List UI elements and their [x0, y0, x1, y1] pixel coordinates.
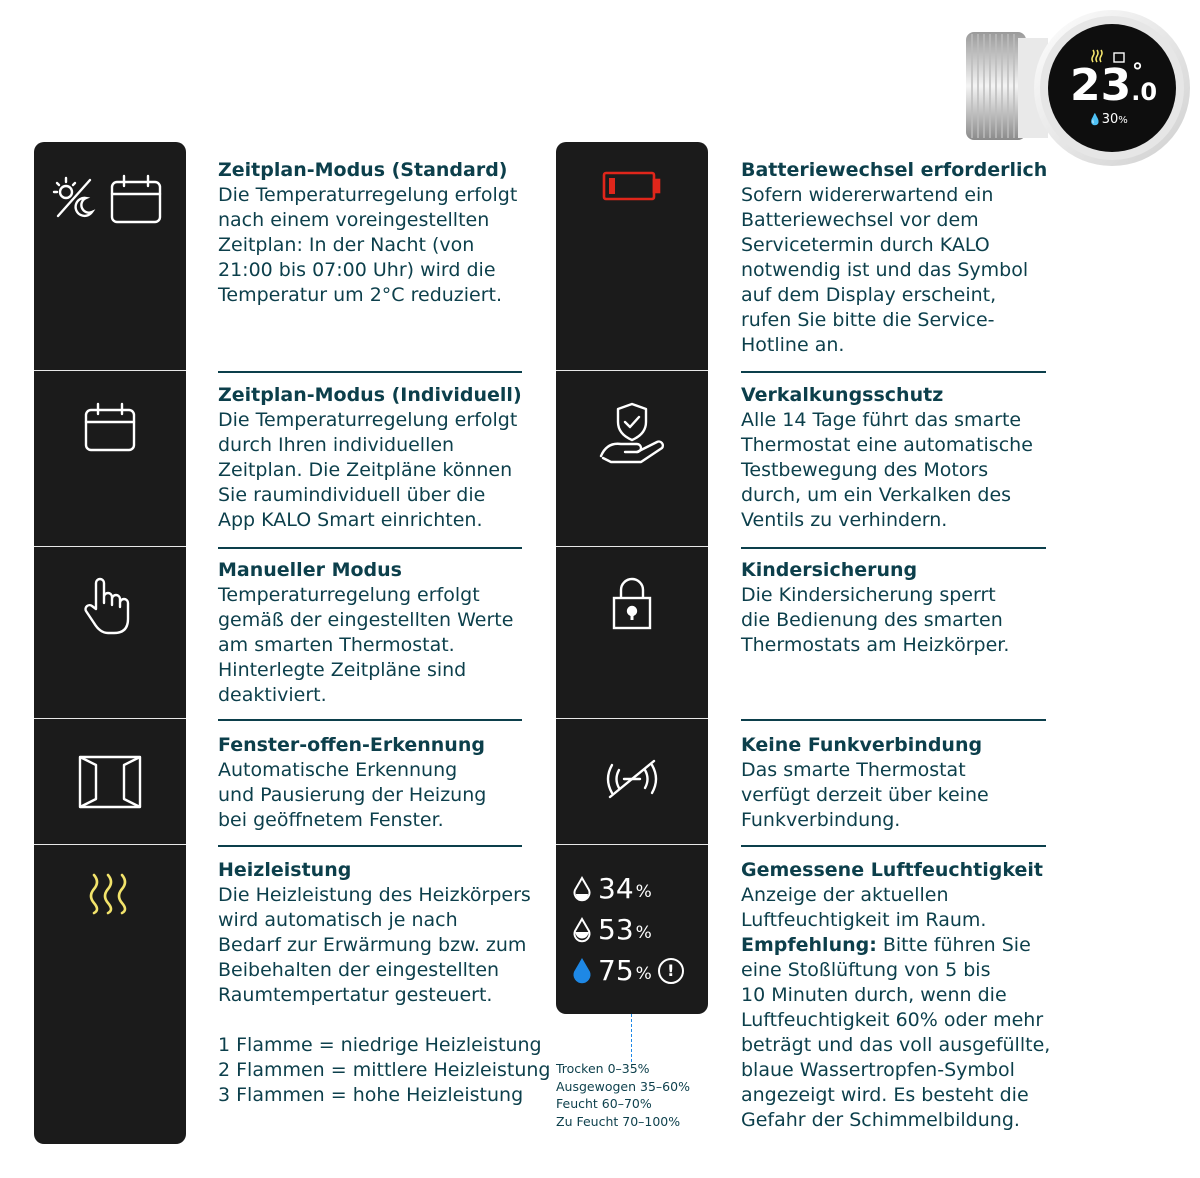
- info-block-right-4: [741, 858, 1050, 1133]
- info-body: Die Temperaturregelung erfolgt nach einem voreingestellten Zeitplan: In der Nacht (von 21:00 bis 07:00 Uhr) wird die Temperatur um 2°C reduziert.: [218, 184, 518, 306]
- recommendation-text: Bitte führen Sie eine Stoßlüftung von 5 bis 10 Minuten durch, wenn die Luftfeuchtigkeit 60% oder mehr beträgt und das voll ausgefüllte, blaue Wassertropfen-Symbol angezeigt wird. Es besteht die Gefahr der Schimmelbildung.: [741, 934, 1051, 1131]
- humidity-value: 30: [1101, 112, 1119, 127]
- info-block-right-0: [741, 158, 1047, 358]
- right-divider: [556, 844, 708, 845]
- temperature-degree: °: [1132, 60, 1143, 85]
- thermostat-device: [962, 8, 1194, 168]
- section-rule: [741, 845, 1046, 847]
- humidity-level-value: 53: [598, 913, 634, 946]
- info-body: Anzeige der aktuellen Luftfeuchtigkeit im Raum.: [741, 884, 987, 931]
- legend-connector: [631, 1014, 632, 1062]
- humidity-level-unit: %: [635, 963, 652, 984]
- info-title: Verkalkungsschutz: [741, 384, 944, 406]
- right-divider: [556, 718, 708, 719]
- info-block-right-3: [741, 733, 989, 833]
- info-title: Zeitplan-Modus (Standard): [218, 159, 508, 181]
- left-divider: [34, 546, 186, 547]
- humidity-level-row: [572, 913, 652, 946]
- info-title: Gemessene Luftfeuchtigkeit: [741, 859, 1043, 881]
- humidity-level-unit: %: [635, 922, 652, 943]
- section-rule: [741, 547, 1046, 549]
- section-rule: [218, 845, 522, 847]
- no-signal-icon: [556, 756, 708, 802]
- info-body: Die Kindersicherung sperrt die Bedienung des smarten Thermostats am Heizkörper.: [741, 584, 1010, 656]
- humidity-level-unit: %: [635, 881, 652, 902]
- left-divider: [34, 370, 186, 371]
- section-rule: [218, 719, 522, 721]
- left-divider: [34, 844, 186, 845]
- info-block-left-3: [218, 733, 486, 833]
- info-block-right-1: [741, 383, 1033, 533]
- section-rule: [218, 371, 522, 373]
- info-title: Fenster-offen-Erkennung: [218, 734, 485, 756]
- hand-pointer-icon: [34, 574, 186, 638]
- info-body: Automatische Erkennung und Pausierung der Heizung bei geöffnetem Fenster.: [218, 759, 487, 831]
- open-window-icon: [34, 752, 186, 812]
- recommendation-label: Empfehlung:: [741, 934, 877, 956]
- info-block-left-0: [218, 158, 517, 308]
- info-block-left-2: [218, 558, 513, 708]
- section-rule: [218, 547, 522, 549]
- info-body: Die Temperaturregelung erfolgt durch Ihren individuellen Zeitplan. Die Zeitpläne können Sie raumindividuell über die App KALO Smart einrichten.: [218, 409, 518, 531]
- sun-moon-calendar-icon: [34, 166, 186, 230]
- humidity-level-value: 75: [598, 954, 634, 987]
- temperature-value: 23: [1070, 60, 1132, 111]
- humidity-level-value: 34: [598, 872, 634, 905]
- humidity-legend: Trocken 0–35% Ausgewogen 35–60% Feucht 60–70% Zu Feucht 70–100%: [556, 1061, 690, 1129]
- info-body: Temperaturregelung erfolgt gemäß der eingestellten Werte am smarten Thermostat. Hinterlegte Zeitpläne sind deaktiviert.: [218, 584, 514, 706]
- info-block-right-2: [741, 558, 1009, 658]
- right-divider: [556, 370, 708, 371]
- device-temperature: [1070, 60, 1157, 111]
- info-body: Das smarte Thermostat verfügt derzeit über keine Funkverbindung.: [741, 759, 989, 831]
- info-title: Zeitplan-Modus (Individuell): [218, 384, 522, 406]
- info-title: Batteriewechsel erforderlich: [741, 159, 1048, 181]
- info-title: Heizleistung: [218, 859, 352, 881]
- info-title: Kindersicherung: [741, 559, 918, 581]
- device-humidity: [1088, 112, 1128, 127]
- left-divider: [34, 718, 186, 719]
- shield-hand-icon: [556, 398, 708, 470]
- info-block-left-4: [218, 858, 550, 1108]
- humidity-level-row: [572, 872, 652, 905]
- drop-half-icon: [572, 917, 592, 943]
- humidity-level-row: [572, 954, 684, 987]
- info-body: Alle 14 Tage führt das smarte Thermostat eine automatische Testbewegung des Motors durch, um ein Verkalken des Ventils zu verhindern.: [741, 409, 1033, 531]
- info-body: Sofern widererwartend ein Batteriewechsel vor dem Servicetermin durch KALO notwendig ist und das Symbol auf dem Display erscheint, rufen Sie bitte die Service- Hotline an.: [741, 184, 1029, 356]
- info-block-left-1: [218, 383, 522, 533]
- info-body: Die Heizleistung des Heizkörpers wird automatisch je nach Bedarf zur Erwärmung bzw. zum Beibehalten der eingestellten Raumtempertatur gesteuert. 1 Flamme = niedrige Heizleistung 2 Flammen = mittlere Heizleistung 3 Flammen = hohe Heizleistung: [218, 884, 551, 1106]
- humidity-unit: %: [1118, 115, 1128, 126]
- drop-filled-icon: [572, 958, 592, 984]
- section-rule: [741, 719, 1046, 721]
- left-icon-panel: [34, 142, 186, 1144]
- section-rule: [741, 371, 1046, 373]
- temperature-decimal: .0: [1131, 78, 1158, 106]
- warning-icon: !: [658, 958, 684, 984]
- right-divider: [556, 546, 708, 547]
- low-battery-icon: [556, 168, 708, 204]
- drop-icon: 💧: [1088, 113, 1102, 126]
- info-recommendation: [741, 933, 1050, 1133]
- heat-waves-icon: [34, 868, 186, 920]
- drop-half-icon: [572, 876, 592, 902]
- info-title: Keine Funkverbindung: [741, 734, 983, 756]
- info-title: Manueller Modus: [218, 559, 402, 581]
- padlock-icon: [556, 574, 708, 632]
- calendar-icon: [34, 400, 186, 454]
